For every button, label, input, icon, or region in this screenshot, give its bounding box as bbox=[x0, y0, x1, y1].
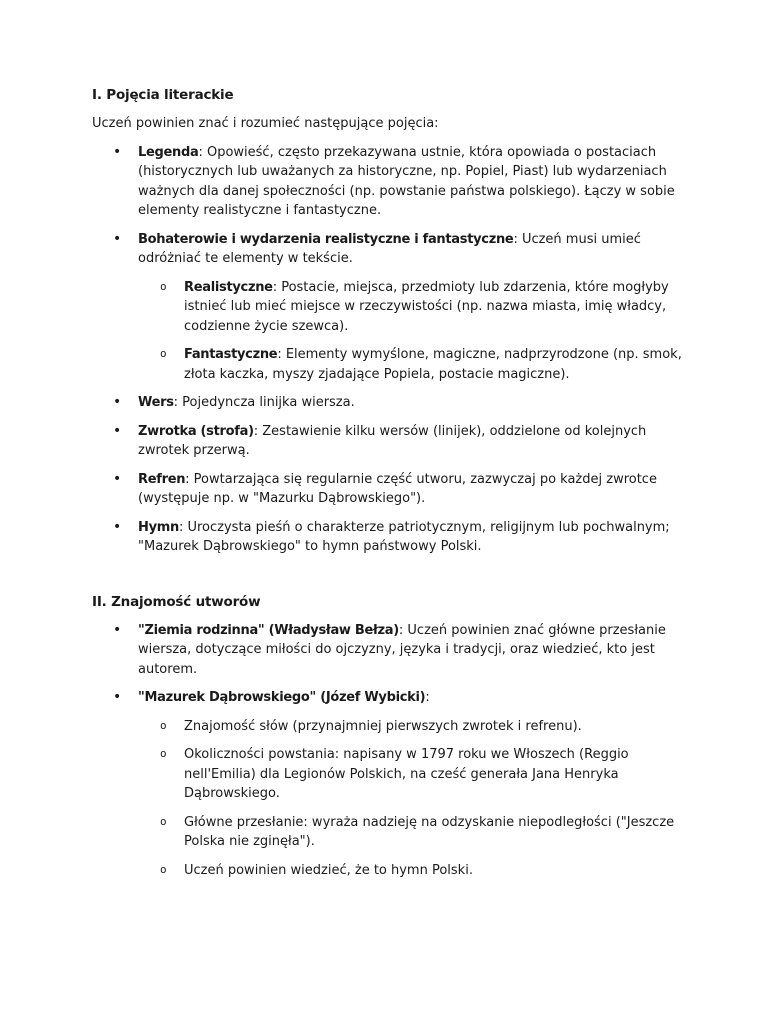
term-bohaterowie: Bohaterowie i wydarzenia realistyczne i fantastyczne bbox=[138, 231, 514, 247]
definition-refren: : Powtarzająca się regularnie część utworu, zazwyczaj po każdej zwrotce (występuje np. w "Mazurku Dąbrowskiego"). bbox=[138, 471, 657, 506]
term-zwrotka: Zwrotka (strofa) bbox=[138, 423, 254, 439]
term-mazurek: "Mazurek Dąbrowskiego" (Józef Wybicki) bbox=[138, 690, 426, 705]
term-wers: Wers bbox=[138, 395, 174, 410]
section-intro: Uczeń powinien znać i rozumieć następujące pojęcia: bbox=[92, 116, 439, 131]
sublist-text-hymn-polski: Uczeń powinien wiedzieć, że to hymn Polski. bbox=[184, 862, 473, 878]
sublist-bohaterowie bbox=[138, 278, 682, 385]
definition-bohaterowie: : Uczeń musi umieć odróżniać te elementy w tekście. bbox=[138, 231, 641, 266]
concepts-list bbox=[92, 143, 682, 557]
definition-ziemia-rodzinna: : Uczeń powinien znać główne przesłanie wiersza, dotyczące miłości do ojczyzny, języka i tradycji, oraz wiedzieć, kto jest autorem. bbox=[138, 622, 666, 677]
definition-mazurek: : bbox=[425, 690, 430, 705]
term-legenda: Legenda bbox=[138, 144, 199, 160]
list-item-wers bbox=[92, 393, 682, 413]
definition-fantastyczne: : Elementy wymyślone, magiczne, nadprzyrodzone (np. smok, złota kaczka, myszy zjadające Popiela, postacie magiczne). bbox=[184, 347, 682, 382]
list-item-hymn bbox=[92, 518, 682, 557]
sublist-mazurek bbox=[138, 717, 682, 881]
definition-legenda: : Opowieść, często przekazywana ustnie, która opowiada o postaciach (historycznych lub uważanych za historyczne, np. Popiel, Piast) lub wydarzeniach ważnych dla danej społeczności (np. powstanie państwa polskiego). Łączy w sobie elementy realistyczne i fantastyczne. bbox=[138, 144, 675, 218]
sublist-text-okolicznosci: Okoliczności powstania: napisany w 1797 roku we Włoszech (Reggio nell'Emilia) dla Legionów Polskich, na cześć generała Jana Henryka Dąbrowskiego. bbox=[184, 747, 629, 801]
section-heading-1: I. Pojęcia literackie bbox=[92, 87, 234, 103]
term-realistyczne: Realistyczne bbox=[184, 279, 273, 295]
sublist-item-przeslanie bbox=[138, 813, 682, 852]
definition-zwrotka: : Zestawienie kilku wersów (linijek), oddzielone od kolejnych zwrotek przerwą. bbox=[138, 423, 647, 458]
definition-hymn: : Uroczysta pieśń o charakterze patriotycznym, religijnym lub pochwalnym; "Mazurek Dąbrowskiego" to hymn państwowy Polski. bbox=[138, 519, 670, 554]
term-hymn: Hymn bbox=[138, 519, 179, 535]
list-item-mazurek bbox=[92, 688, 682, 880]
list-item-ziemia-rodzinna bbox=[92, 621, 682, 680]
sublist-text-znajomosc: Znajomość słów (przynajmniej pierwszych zwrotek i refrenu). bbox=[184, 718, 582, 734]
list-item-refren bbox=[92, 470, 682, 509]
sublist-item-fantastyczne bbox=[138, 345, 682, 384]
list-item-bohaterowie bbox=[92, 230, 682, 385]
term-refren: Refren bbox=[138, 471, 186, 487]
document-page bbox=[92, 86, 682, 889]
works-list bbox=[92, 621, 682, 881]
sublist-text-przeslanie: Główne przesłanie: wyraża nadzieję na odzyskanie niepodległości ("Jeszcze Polska nie zginęła"). bbox=[184, 814, 675, 849]
sublist-item-okolicznosci bbox=[138, 745, 682, 804]
sublist-item-realistyczne bbox=[138, 278, 682, 337]
definition-wers: : Pojedyncza linijka wiersza. bbox=[173, 395, 355, 410]
section-2 bbox=[92, 593, 682, 881]
list-item-zwrotka bbox=[92, 422, 682, 461]
term-fantastyczne: Fantastyczne bbox=[184, 347, 278, 362]
definition-realistyczne: : Postacie, miejsca, przedmioty lub zdarzenia, które mogłyby istnieć lub mieć miejsce w rzeczywistości (np. nazwa miasta, imię władcy, codzienne życie szewca). bbox=[184, 279, 669, 334]
sublist-item-hymn-polski bbox=[138, 861, 682, 881]
list-item-legenda bbox=[92, 143, 682, 221]
section-heading-2: II. Znajomość utworów bbox=[92, 593, 261, 610]
sublist-item-znajomosc bbox=[138, 717, 682, 737]
term-ziemia-rodzinna: "Ziemia rodzinna" (Władysław Bełza) bbox=[138, 622, 399, 638]
